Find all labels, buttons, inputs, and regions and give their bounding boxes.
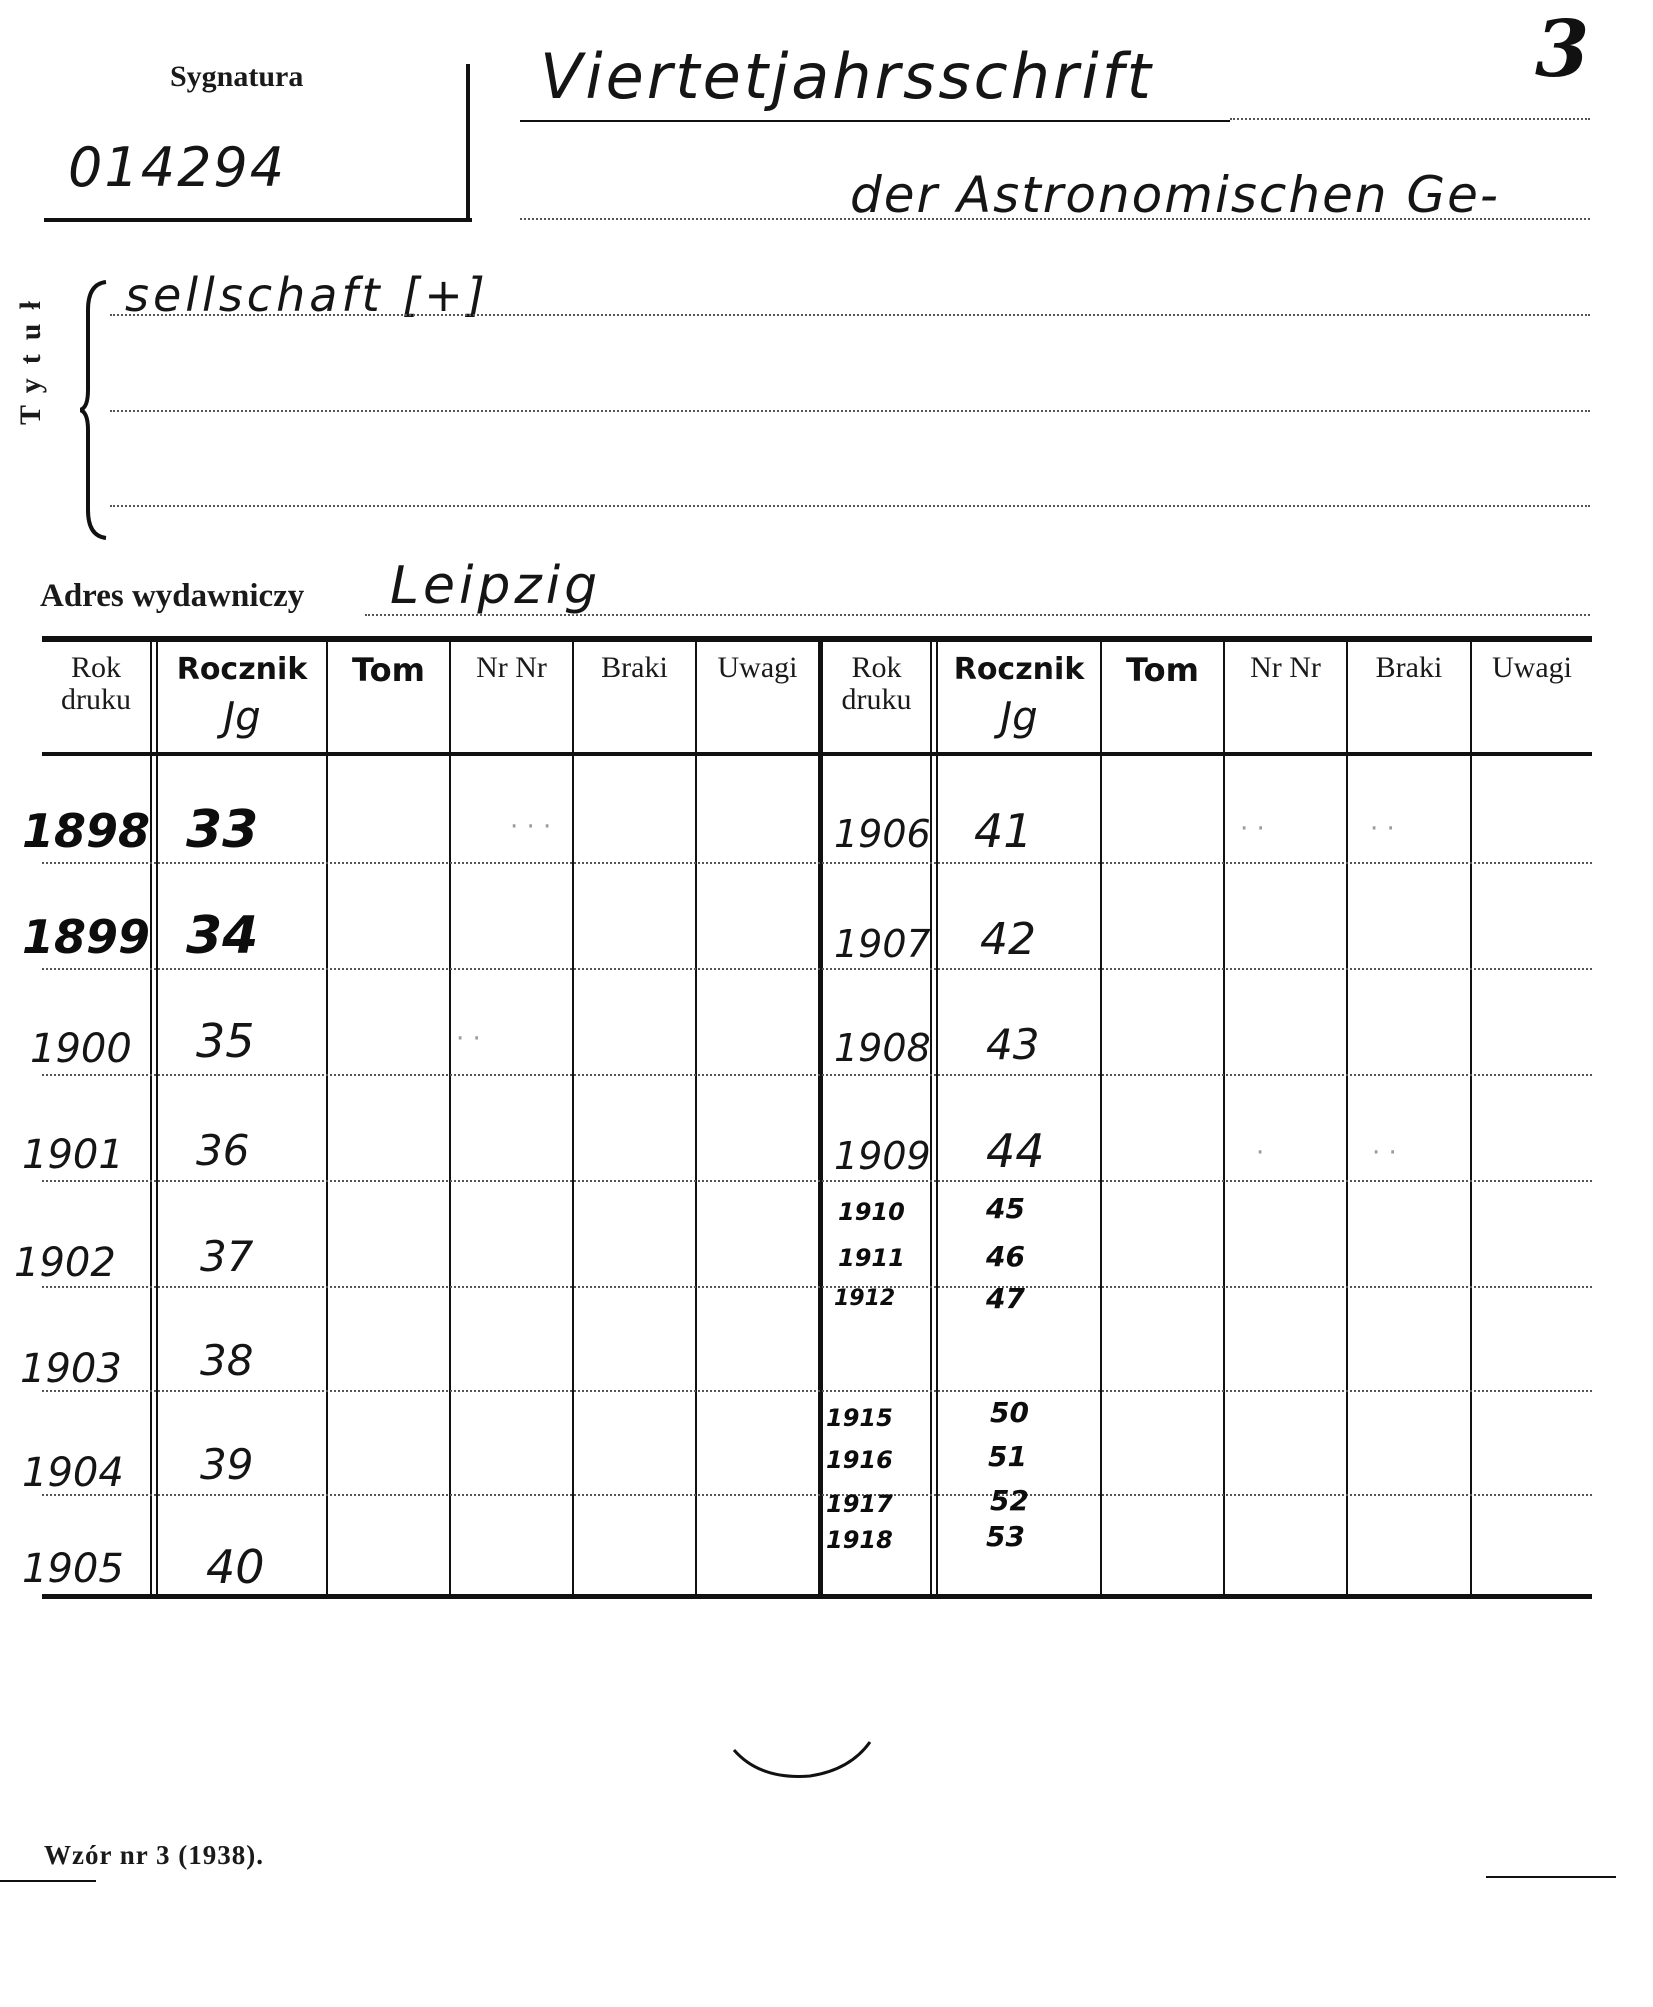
table-header-rule <box>42 752 1592 756</box>
title-dotline-2 <box>520 218 1590 220</box>
right-year-3: 1908 <box>834 1026 931 1070</box>
left-year-2: 1899 <box>22 910 151 964</box>
signature-box-bottom <box>44 218 472 222</box>
right-small-year-6: 1917 <box>826 1490 893 1518</box>
left-year-5: 1902 <box>14 1240 116 1286</box>
right-year-2: 1907 <box>834 922 931 966</box>
title-dotline-1 <box>1230 118 1590 120</box>
faint-mark-2: · · <box>456 1024 481 1054</box>
header-jg-right: Jg <box>1000 694 1038 740</box>
right-small-year-4: 1915 <box>826 1404 893 1432</box>
header-nrnr-left: Nr Nr <box>476 651 547 684</box>
right-jg-2: 42 <box>980 914 1036 965</box>
col-div-r3 <box>1223 642 1225 1594</box>
right-small-jg-5: 51 <box>988 1440 1027 1473</box>
header-braki-left: Braki <box>601 651 668 684</box>
row-line-3 <box>42 1074 1592 1076</box>
right-year-4: 1909 <box>834 1134 931 1178</box>
right-jg-1: 41 <box>974 804 1033 858</box>
left-jg-6: 38 <box>200 1336 254 1385</box>
header-rok-right: Rok druku <box>841 651 912 716</box>
col-div-l1a <box>150 642 152 1594</box>
faint-mark-4: · · <box>1370 814 1395 844</box>
title-dotline-4 <box>110 410 1590 412</box>
col-div-r1a <box>930 642 932 1594</box>
col-div-l3 <box>449 642 451 1594</box>
header-tom-right: Tom <box>1126 651 1199 689</box>
right-small-jg-3: 47 <box>986 1282 1025 1315</box>
right-jg-4: 44 <box>986 1124 1045 1178</box>
col-div-middle <box>818 642 823 1594</box>
left-jg-5: 37 <box>200 1232 254 1281</box>
signature-box-right <box>466 64 470 222</box>
header-rocznik-right: Rocznik <box>953 652 1085 687</box>
col-div-l4 <box>572 642 574 1594</box>
right-small-jg-4: 50 <box>990 1396 1029 1429</box>
title-line-1: Viertetjahrsschrift <box>540 40 1154 113</box>
left-year-7: 1904 <box>22 1450 124 1496</box>
left-jg-8: 40 <box>206 1540 265 1594</box>
faint-mark-1: · · · <box>510 812 552 842</box>
header-rocznik-left: Rocznik <box>176 652 308 687</box>
row-line-6 <box>42 1390 1592 1392</box>
signature-value: 014294 <box>68 136 287 199</box>
right-small-year-7: 1918 <box>826 1526 893 1554</box>
title-side-label: Tytuł <box>14 287 47 425</box>
footer-edge-left <box>0 1880 96 1882</box>
row-line-4 <box>42 1180 1592 1182</box>
header-jg-left: Jg <box>223 694 261 740</box>
table-bottom-rule <box>42 1594 1592 1599</box>
row-line-2 <box>42 968 1592 970</box>
header-uwagi-left: Uwagi <box>717 651 798 684</box>
right-small-jg-6: 52 <box>990 1484 1029 1517</box>
right-small-year-5: 1916 <box>826 1446 893 1474</box>
left-year-1: 1898 <box>22 804 151 858</box>
form-footer: Wzór nr 3 (1938). <box>44 1840 264 1870</box>
left-jg-3: 35 <box>196 1014 255 1068</box>
right-small-jg-1: 45 <box>986 1192 1025 1225</box>
corner-number: 3 <box>1535 4 1590 95</box>
faint-mark-5: · <box>1256 1138 1265 1168</box>
table-top-rule <box>42 636 1592 642</box>
col-div-l5 <box>695 642 697 1594</box>
decorative-curve <box>730 1730 880 1790</box>
header-braki-right: Braki <box>1375 651 1443 684</box>
title-bracket <box>80 280 110 540</box>
col-div-r1b <box>936 642 938 1594</box>
col-div-r4 <box>1346 642 1348 1594</box>
faint-mark-3: · · <box>1240 814 1265 844</box>
left-year-8: 1905 <box>22 1546 124 1592</box>
right-small-year-2: 1911 <box>838 1244 905 1272</box>
publisher-value: Leipzig <box>390 556 602 616</box>
header-uwagi-right: Uwagi <box>1492 651 1572 684</box>
title-dotline-5 <box>110 505 1590 507</box>
left-year-4: 1901 <box>22 1132 124 1178</box>
col-div-r5 <box>1470 642 1472 1594</box>
right-year-1: 1906 <box>834 812 931 856</box>
header-rok-left: Rok druku <box>61 651 131 716</box>
title-dotline-3 <box>110 314 1590 316</box>
row-line-7 <box>42 1494 1592 1496</box>
footer-edge-right <box>1486 1876 1616 1878</box>
left-jg-4: 36 <box>196 1126 250 1175</box>
title-line-2: der Astronomischen Ge- <box>850 166 1500 224</box>
header-tom-left: Tom <box>352 651 425 689</box>
header-nrnr-right: Nr Nr <box>1250 651 1321 684</box>
title-line-3: sellschaft [+] <box>125 268 489 322</box>
faint-mark-6: · · <box>1372 1138 1397 1168</box>
right-small-year-3: 1912 <box>834 1286 896 1311</box>
left-jg-7: 39 <box>200 1440 254 1489</box>
left-jg-1: 33 <box>186 800 259 860</box>
signature-label: Sygnatura <box>170 60 304 93</box>
row-line-1 <box>42 862 1592 864</box>
col-div-l2 <box>326 642 328 1594</box>
right-small-year-1: 1910 <box>838 1198 905 1226</box>
left-jg-2: 34 <box>186 906 259 966</box>
title-underline <box>520 120 1230 122</box>
col-div-r2 <box>1100 642 1102 1594</box>
left-year-6: 1903 <box>20 1346 122 1392</box>
publisher-dotline <box>365 614 1590 616</box>
right-jg-3: 43 <box>986 1020 1040 1069</box>
left-year-3: 1900 <box>30 1026 132 1072</box>
row-line-5 <box>42 1286 1592 1288</box>
right-small-jg-2: 46 <box>986 1240 1025 1273</box>
publisher-label: Adres wydawniczy <box>40 578 305 614</box>
col-div-l1b <box>156 642 158 1594</box>
right-small-jg-7: 53 <box>986 1520 1025 1553</box>
